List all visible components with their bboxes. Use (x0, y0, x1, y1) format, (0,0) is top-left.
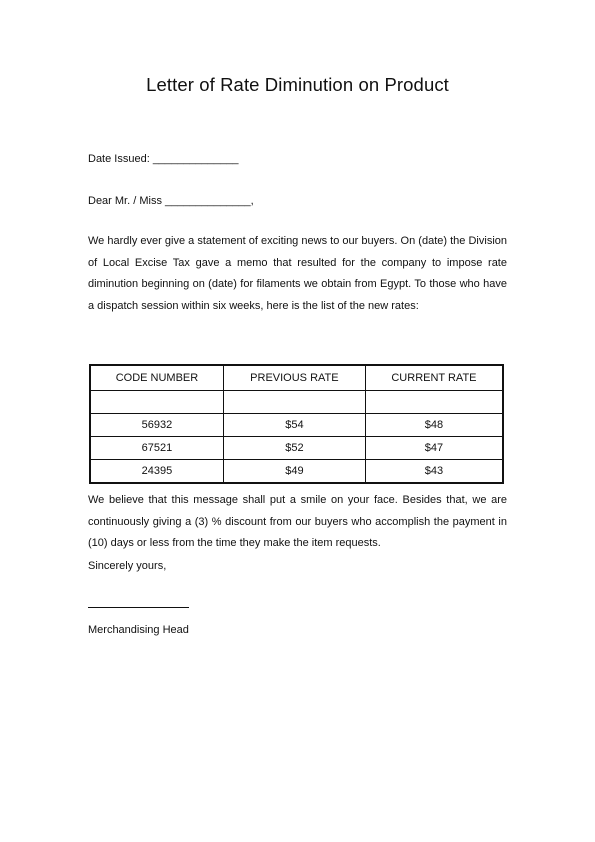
table-cell: $47 (365, 437, 503, 460)
table-row (90, 391, 503, 414)
intro-paragraph: We hardly ever give a statement of exciting news to our buyers. On (date) the Division of Local Excise Tax gave a memo that resulted for the company to impose rate diminution beginning on (date) for filaments we obtain from Egypt. To those who have a dispatch session within six weeks, here is the list of the new rates: (88, 235, 507, 313)
page-title: Letter of Rate Diminution on Product (146, 74, 449, 95)
table-cell: $54 (223, 414, 365, 437)
table-cell: $49 (223, 460, 365, 484)
table-cell: $48 (365, 414, 503, 437)
salutation-line: Dear Mr. / Miss ______________, (88, 195, 254, 207)
table-cell: $52 (223, 437, 365, 460)
table-cell: $43 (365, 460, 503, 484)
table-cell: 56932 (90, 414, 223, 437)
signature-line (88, 607, 189, 608)
header-previous-rate: PREVIOUS RATE (223, 365, 365, 391)
table-row (90, 414, 503, 437)
closing-line: Sincerely yours, (88, 560, 167, 572)
table-cell: 24395 (90, 460, 223, 484)
table-header-row (90, 365, 503, 391)
table-row (90, 437, 503, 460)
date-issued-line: Date Issued: ______________ (88, 153, 239, 165)
header-code-number: CODE NUMBER (90, 365, 223, 391)
table-cell: 67521 (90, 437, 223, 460)
table-row (90, 460, 503, 484)
signature-title: Merchandising Head (88, 624, 189, 636)
header-current-rate: CURRENT RATE (365, 365, 503, 391)
rate-table (89, 364, 504, 484)
discount-paragraph: We believe that this message shall put a smile on your face. Besides that, we are continuously giving a (3) % discount from our buyers who accomplish the payment in (10) days or less from the time they make the item requests. (88, 494, 507, 550)
table-cell (90, 391, 223, 414)
table-cell (365, 391, 503, 414)
table-cell (223, 391, 365, 414)
